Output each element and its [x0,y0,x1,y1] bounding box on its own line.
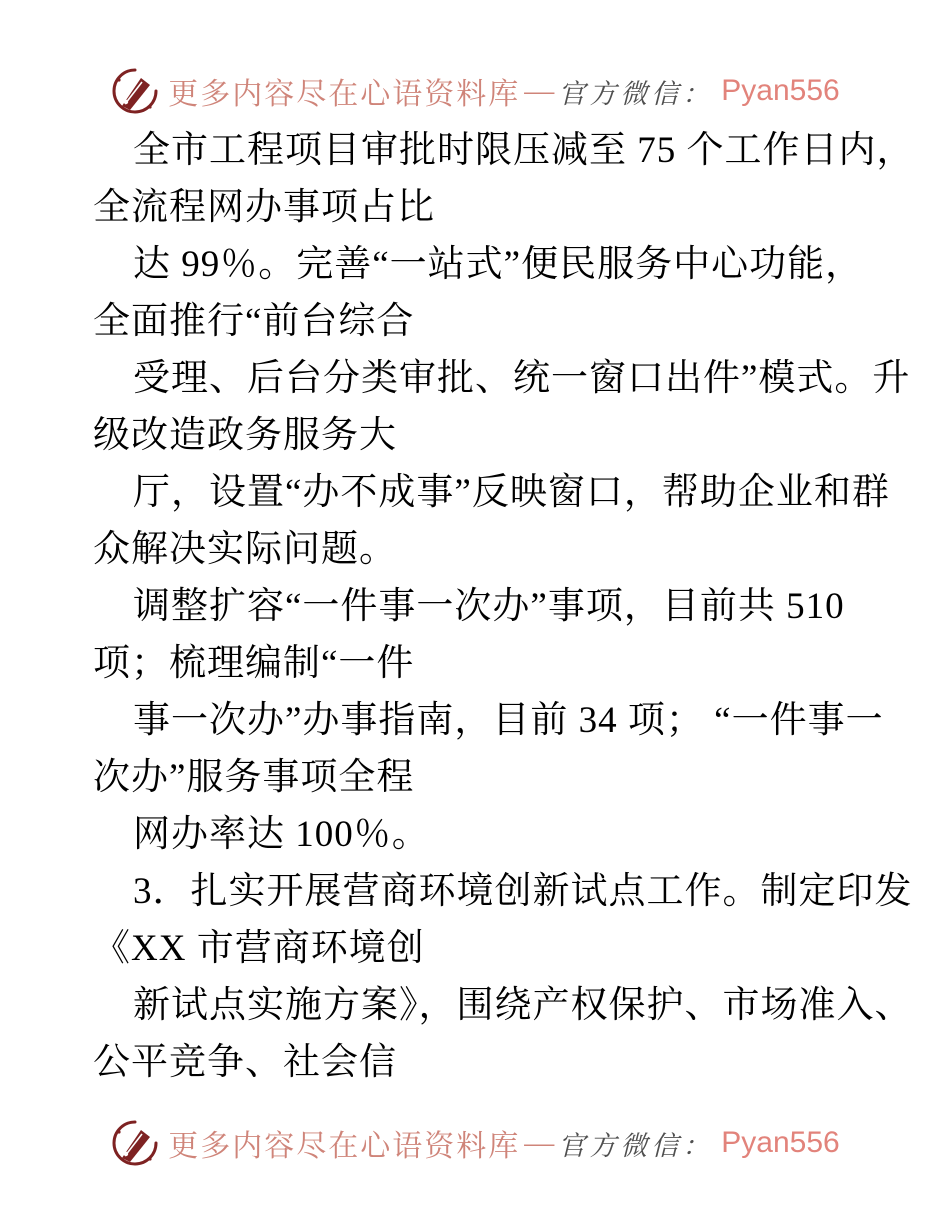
text-line: 众解决实际问题。 [93,529,397,570]
text-line: 3．扎实开展营商环境创新试点工作。制定印发 [133,871,913,912]
text-line: 项；梳理编制“一件 [93,643,415,684]
watermark-wechat-id: Pyan556 [721,74,840,107]
text-line: 全市工程项目审批时限压减至 75 个工作日内， [133,130,915,171]
text-line: 受理、后台分类审批、统一窗口出件”模式。升 [133,358,911,399]
watermark-wechat-label: 官方微信： [558,78,714,109]
footer-watermark [0,1116,950,1170]
header-watermark [0,64,950,118]
watermark-wechat-id: Pyan556 [721,1126,840,1159]
pen-nib-circle-icon [110,66,160,116]
watermark-wechat-label: 官方微信： [558,1130,714,1161]
document-body [93,122,915,1091]
pen-nib-circle-icon [110,1118,160,1168]
text-line: 厅，设置“办不成事”反映窗口，帮助企业和群 [133,472,890,513]
text-line: 调整扩容“一件事一次办”事项，目前共 510 [133,586,845,627]
watermark-brand-text: 更多内容尽在心语资料库 [168,1130,521,1163]
text-line: 《XX 市营商环境创 [93,928,425,969]
text-line: 全面推行“前台综合 [93,301,415,342]
text-line: 全流程网办事项占比 [93,187,435,228]
watermark-brand-text: 更多内容尽在心语资料库 [168,78,521,111]
text-line: 公平竞争、社会信 [93,1042,397,1083]
watermark-separator: — [524,1126,555,1159]
text-line: 事一次办”办事指南，目前 34 项； “一件事一 [133,700,884,741]
watermark-separator: — [524,74,555,107]
text-line: 网办率达 100％。 [133,814,430,855]
text-line: 达 99％。完善“一站式”便民服务中心功能， [133,244,864,285]
text-line: 新试点实施方案》，围绕产权保护、市场准入、 [133,985,913,1026]
text-line: 次办”服务事项全程 [93,757,415,798]
text-line: 级改造政务服务大 [93,415,397,456]
